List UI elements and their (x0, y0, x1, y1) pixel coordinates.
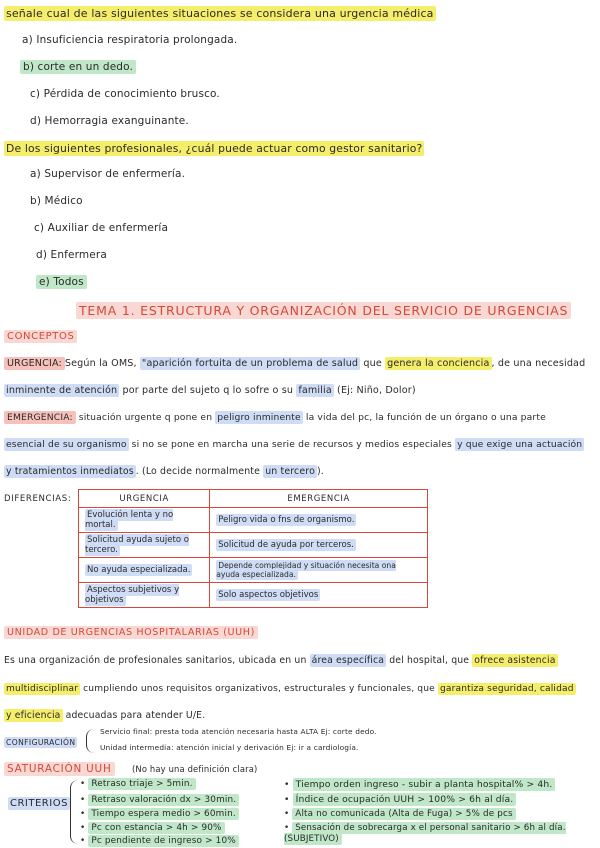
q2-option-b: b) Médico (30, 195, 83, 207)
table-cell (79, 508, 210, 533)
text-fragment: cumpliendo unos requisitos organizativos, estructurales y funcionales, que (80, 684, 438, 694)
emergencia-definition-line-3 (4, 466, 324, 477)
criterio-text: Tiempo orden ingreso - subir a planta hospital% > 4h. (293, 778, 556, 791)
q2-option-c: c) Auxiliar de enfermería (34, 222, 169, 234)
uuh-definition-line-3 (4, 710, 205, 721)
text-fragment: adecuadas para atender U/E. (62, 710, 206, 721)
urgencia-term: URGENCIA: (4, 357, 65, 370)
saturacion-heading-text: SATURACIÓN UUH (4, 762, 115, 776)
criterio-text: Índice de ocupación UUH > 100% > 6h al día. (293, 793, 517, 806)
text-fragment: y eficiencia (6, 710, 61, 721)
cell-text: No ayuda especializada. (87, 565, 191, 575)
question-2 (4, 142, 424, 155)
criterios-label-text: CRITERIOS (10, 798, 68, 809)
text-fragment: situación urgente q pone en (75, 412, 216, 423)
question-1 (4, 7, 436, 20)
criterio-text: Retraso valoración dx > 30min. (88, 794, 239, 806)
cell-text: Solicitud de ayuda por terceros. (218, 540, 354, 550)
text-fragment: familia (298, 385, 332, 396)
text-fragment: esencial de su organismo (6, 439, 127, 450)
table-cell (210, 533, 428, 558)
text-fragment: multidisciplinar (6, 684, 79, 694)
cell-text: Aspectos subjetivos y objetivos (85, 585, 180, 605)
text-fragment: inminente de atención (6, 385, 118, 396)
table-cell (210, 558, 428, 583)
table-header-urgencia: URGENCIA (79, 490, 210, 508)
table-row (79, 583, 428, 608)
uuh-definition-line-2 (4, 684, 576, 694)
cell-text: Solo aspectos objetivos (218, 590, 319, 600)
configuracion-label-text: CONFIGURACIÓN (6, 738, 76, 747)
criterio-text: Pc con estancia > 4h > 90% (88, 822, 224, 834)
criterio-text: Tiempo espera medio > 60min. (88, 808, 238, 820)
q2-option-d: d) Enfermera (36, 249, 107, 261)
saturacion-heading (4, 763, 115, 775)
cell-text: Depende complejidad y situación necesita ona ayuda especializada. (216, 561, 396, 579)
text-fragment: área específica (311, 655, 385, 666)
criterio-right-1: • Tiempo orden ingreso - subir a planta hospital% > 4h. (284, 779, 555, 790)
diferencias-table (78, 489, 428, 608)
configuracion-unidad-intermedia: Unidad intermedia: atención inicial y derivación Ej: ir a cardiología. (100, 743, 359, 752)
tema-title-text: TEMA 1. ESTRUCTURA Y ORGANIZACIÓN DEL SERVICIO DE URGENCIAS (76, 302, 571, 319)
text-fragment: la vida del pc, la función de un órgano o una parte (302, 412, 546, 423)
emergencia-definition-line-2 (4, 439, 584, 450)
criterios-label (8, 798, 70, 809)
criterios-bracket (70, 780, 79, 844)
table-cell (79, 558, 210, 583)
table-cell (210, 583, 428, 608)
criterio-text: Sensación de sobrecarga x el personal sanitario > 6h al día. (SUBJETIVO) (284, 823, 566, 844)
emergencia-definition-line-1 (4, 412, 546, 423)
question-2-text: De los siguientes profesionales, ¿cuál puede actuar como gestor sanitario? (6, 142, 423, 155)
table-header-emergencia: EMERGENCIA (210, 490, 428, 508)
cell-text: Evolución lenta y no mortal. (85, 510, 174, 530)
criterio-left-5: • Pc pendiente de ingreso > 10% (80, 836, 239, 846)
text-fragment: , de una necesidad (491, 358, 586, 369)
text-fragment: Es una organización de profesionales sanitarios, ubicada en un (4, 655, 310, 666)
text-fragment: si no se pone en marcha una serie de recursos y medios especiales (128, 439, 456, 450)
q1-option-b (20, 61, 136, 73)
uuh-heading (4, 627, 258, 638)
criterio-left-3: • Tiempo espera medio > 60min. (80, 809, 239, 819)
text-fragment: y que exige una actuación (457, 439, 583, 450)
criterio-right-4: • Sensación de sobrecarga x el personal sanitario > 6h al día. (SUBJETIVO) (284, 823, 566, 844)
criterio-right-2: • Índice de ocupación UUH > 100% > 6h al día. (284, 794, 516, 805)
text-fragment: . (Lo decide normalmente (135, 466, 264, 477)
table-row (79, 558, 428, 583)
q2-option-e-text: e) Todos (36, 275, 87, 289)
tema-title (76, 303, 571, 318)
table-cell (79, 533, 210, 558)
text-fragment: Según la OMS, (64, 358, 140, 369)
table-header-row (79, 490, 428, 508)
text-fragment: un tercero (265, 466, 315, 477)
criterio-right-3: • Alta no comunicada (Alta de Fuga) > 5% de pcs (284, 809, 516, 819)
text-fragment: "aparición fortuita de un problema de salud (141, 358, 359, 369)
table-cell (210, 508, 428, 533)
configuracion-bracket (86, 729, 95, 753)
text-fragment: peligro inminente (217, 412, 301, 423)
conceptos-heading-text: CONCEPTOS (4, 330, 77, 343)
criterio-text: Alta no comunicada (Alta de Fuga) > 5% de pcs (292, 808, 515, 820)
text-fragment: garantiza seguridad, calidad (439, 684, 574, 694)
table-cell (79, 583, 210, 608)
text-fragment: (Ej: Niño, Dolor) (333, 385, 416, 396)
table-row (79, 508, 428, 533)
q1-option-c: c) Pérdida de conocimiento brusco. (30, 88, 220, 100)
cell-text: Solicitud ayuda sujeto o tercero. (85, 535, 189, 555)
text-fragment: ). (316, 466, 324, 477)
uuh-heading-text: UNIDAD DE URGENCIAS HOSPITALARIAS (UUH) (4, 626, 258, 639)
text-fragment: genera la conciencia (387, 358, 490, 369)
q2-option-e (36, 276, 87, 288)
emergencia-term: EMERGENCIA: (4, 411, 76, 424)
criterio-left-4: • Pc con estancia > 4h > 90% (80, 823, 225, 833)
criterio-left-1: • Retraso triaje > 5min. (80, 779, 196, 789)
text-fragment: del hospital, que (386, 655, 473, 666)
q1-option-a: a) Insuficiencia respiratoria prolongada. (22, 34, 238, 46)
configuracion-servicio-final: Servicio final: presta toda atención necesaria hasta ALTA Ej: corte dedo. (100, 727, 377, 736)
criterio-text: Pc pendiente de ingreso > 10% (88, 835, 238, 847)
conceptos-heading (4, 331, 77, 342)
configuracion-label (4, 738, 77, 747)
q2-option-a: a) Supervisor de enfermería. (30, 168, 186, 180)
uuh-definition-line-1 (4, 655, 558, 666)
q1-option-b-text: b) corte en un dedo. (20, 60, 136, 74)
text-fragment: que (360, 358, 386, 369)
text-fragment: por parte del sujeto q lo sofre o su (119, 385, 297, 396)
criterio-left-2: • Retraso valoración dx > 30min. (80, 795, 239, 805)
text-fragment: ofrece asistencia (474, 655, 556, 666)
q1-option-d: d) Hemorragia exanguinante. (30, 115, 189, 127)
diferencias-label: DIFERENCIAS: (4, 494, 72, 504)
urgencia-definition-line-2 (4, 385, 416, 396)
saturacion-note: (No hay una definición clara) (132, 764, 258, 774)
question-1-text: señale cual de las siguientes situaciones se considera una urgencia médica (6, 7, 434, 20)
urgencia-definition-line-1 (4, 358, 585, 369)
cell-text: Peligro vida o fns de organismo. (218, 515, 355, 525)
criterio-text: Retraso triaje > 5min. (88, 778, 195, 790)
table-row (79, 533, 428, 558)
text-fragment: y tratamientos inmediatos (6, 466, 134, 477)
